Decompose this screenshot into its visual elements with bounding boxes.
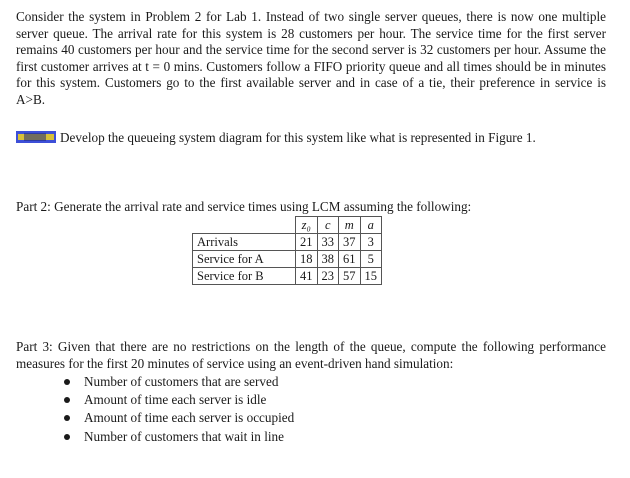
performance-measures-list bbox=[62, 373, 294, 446]
table-row bbox=[193, 251, 382, 268]
list-item: Amount of time each server is idle bbox=[62, 391, 294, 409]
list-item: Number of customers that are served bbox=[62, 373, 294, 391]
table-cell: 18 bbox=[296, 251, 318, 268]
col-header-z0: z₀ bbox=[296, 217, 318, 234]
row-label: Service for B bbox=[193, 268, 296, 285]
table-cell: 3 bbox=[360, 234, 382, 251]
part3-paragraph: Part 3: Given that there are no restrictions on the length of the queue, compute the following performance measures for the first 20 minutes of service using an event-driven hand simulation: bbox=[16, 339, 606, 371]
table-cell: 57 bbox=[339, 268, 361, 285]
table-cell: 41 bbox=[296, 268, 318, 285]
redaction-mark bbox=[16, 131, 56, 143]
table-corner-cell bbox=[193, 217, 296, 234]
table-row bbox=[193, 234, 382, 251]
part1-paragraph bbox=[16, 130, 606, 146]
table-cell: 15 bbox=[360, 268, 382, 285]
table-header-row bbox=[193, 217, 382, 234]
list-item: Number of customers that wait in line bbox=[62, 428, 294, 446]
part2-heading: Part 2: Generate the arrival rate and service times using LCM assuming the following: bbox=[16, 199, 472, 214]
table-row bbox=[193, 268, 382, 285]
lcm-parameters-table bbox=[192, 216, 382, 285]
col-header-m: m bbox=[339, 217, 361, 234]
table-cell: 61 bbox=[339, 251, 361, 268]
list-item: Amount of time each server is occupied bbox=[62, 409, 294, 427]
col-header-c: c bbox=[317, 217, 339, 234]
table-cell: 37 bbox=[339, 234, 361, 251]
table-cell: 5 bbox=[360, 251, 382, 268]
part1-text: Develop the queueing system diagram for this system like what is represented in Figure 1. bbox=[60, 130, 536, 145]
col-header-a: a bbox=[360, 217, 382, 234]
table-cell: 38 bbox=[317, 251, 339, 268]
table-cell: 23 bbox=[317, 268, 339, 285]
intro-paragraph: Consider the system in Problem 2 for Lab 1. Instead of two single server queues, there is now one multiple server queue. The arrival rate for this system is 28 customers per hour. The service time for the first server remains 40 customers per hour and the service time for the second server is 32 customers per hour. Assume the first customer arrives at t = 0 mins. Customers follow a FIFO priority queue and all times should be in minutes for this system. Customers go to the first available server and in case of a tie, their preference in service is A>B. bbox=[16, 9, 606, 107]
row-label: Service for A bbox=[193, 251, 296, 268]
table-cell: 33 bbox=[317, 234, 339, 251]
row-label: Arrivals bbox=[193, 234, 296, 251]
table-cell: 21 bbox=[296, 234, 318, 251]
